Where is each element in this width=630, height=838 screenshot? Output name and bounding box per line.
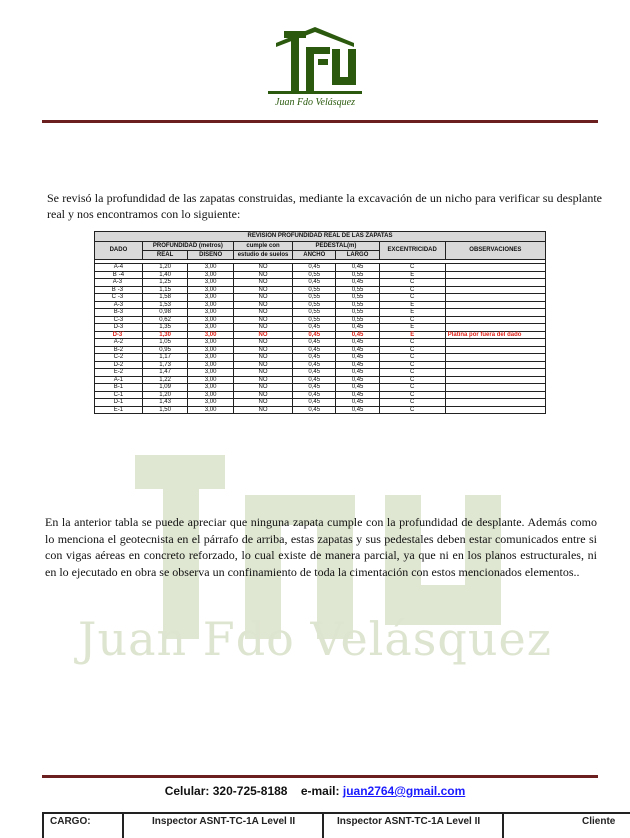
cell-ancho: 0,45 <box>293 399 336 407</box>
cell-cumple: NO <box>233 361 292 369</box>
table-row <box>95 309 546 317</box>
cell-largo: 0,45 <box>336 399 379 407</box>
cell-real: 1,53 <box>142 301 188 309</box>
cell-real: 1,05 <box>142 339 188 347</box>
cell-diseno: 3,00 <box>188 316 234 324</box>
header-profundidad: PROFUNDIDAD (metros) <box>142 242 233 251</box>
cell-dado: B-1 <box>95 384 143 392</box>
logo-caption: Juan Fdo Velásquez <box>275 97 355 108</box>
cell-real: 1,40 <box>142 271 188 279</box>
table-header-row <box>95 242 546 251</box>
table-row <box>95 271 546 279</box>
cell-real: 1,17 <box>142 354 188 362</box>
cell-largo: 0,55 <box>336 301 379 309</box>
table-row <box>95 361 546 369</box>
cell-real: 1,73 <box>142 361 188 369</box>
cell-ancho: 0,55 <box>293 271 336 279</box>
next-col-2: Inspector ASNT-TC-1A Level II <box>337 816 481 827</box>
cell-real: 1,35 <box>142 324 188 332</box>
header-diseno: DISEÑO <box>188 251 234 260</box>
cell-real: 1,50 <box>142 406 188 414</box>
cell-exc: C <box>379 361 445 369</box>
table-row <box>95 376 546 384</box>
header-excentricidad: EXCENTRICIDAD <box>379 242 445 260</box>
cell-ancho: 0,45 <box>293 391 336 399</box>
cell-dado: D-3 <box>95 324 143 332</box>
header-dado: DADO <box>95 242 143 260</box>
phone-number: 320-725-8188 <box>212 784 288 798</box>
cell-dado: D-1 <box>95 399 143 407</box>
cell-exc: E <box>379 271 445 279</box>
cell-largo: 0,45 <box>336 369 379 377</box>
cell-obs: Platina por fuera del dado <box>445 331 545 339</box>
cell-dado: D-3´ <box>95 331 143 339</box>
cell-ancho: 0,45 <box>293 331 336 339</box>
table-row <box>95 324 546 332</box>
phone-label: Celular: <box>164 784 210 798</box>
cell-largo: 0,55 <box>336 286 379 294</box>
cell-largo: 0,45 <box>336 376 379 384</box>
cell-dado: C´-3´ <box>95 294 143 302</box>
contact-line <box>0 784 630 798</box>
header-divider <box>42 120 598 123</box>
table-title-row <box>95 232 546 242</box>
cell-real: 1,20 <box>142 391 188 399</box>
cell-cumple: NO <box>233 376 292 384</box>
cell-cumple: NO <box>233 331 292 339</box>
cell-real: 0,95 <box>142 346 188 354</box>
cell-largo: 0,45 <box>336 406 379 414</box>
table-row <box>95 264 546 272</box>
cell-ancho: 0,45 <box>293 346 336 354</box>
cell-obs <box>445 264 545 272</box>
cell-largo: 0,45 <box>336 391 379 399</box>
cell-obs <box>445 309 545 317</box>
cell-dado: E-1 <box>95 406 143 414</box>
cell-ancho: 0,45 <box>293 376 336 384</box>
cell-exc: C <box>379 384 445 392</box>
cell-diseno: 3,00 <box>188 331 234 339</box>
cell-diseno: 3,00 <box>188 271 234 279</box>
cell-real: 1,22 <box>142 376 188 384</box>
watermark-text: Juan Fdo Velásquez <box>78 612 552 666</box>
cell-obs <box>445 286 545 294</box>
cell-largo: 0,55 <box>336 271 379 279</box>
cell-diseno: 3,00 <box>188 369 234 377</box>
cell-dado: A-3´ <box>95 279 143 287</box>
cell-largo: 0,45 <box>336 339 379 347</box>
table-row <box>95 286 546 294</box>
next-col-3: Cliente <box>582 816 616 827</box>
cell-obs <box>445 391 545 399</box>
cell-diseno: 3,00 <box>188 294 234 302</box>
cell-exc: E <box>379 309 445 317</box>
cell-largo: 0,45 <box>336 354 379 362</box>
cell-cumple: NO <box>233 301 292 309</box>
cell-real: 1,15 <box>142 286 188 294</box>
cell-diseno: 3,00 <box>188 391 234 399</box>
cell-ancho: 0,45 <box>293 279 336 287</box>
cell-dado: A-2 <box>95 339 143 347</box>
cell-obs <box>445 339 545 347</box>
cell-ancho: 0,45 <box>293 339 336 347</box>
cell-real: 1,47 <box>142 369 188 377</box>
cell-largo: 0,45 <box>336 279 379 287</box>
cell-largo: 0,55 <box>336 309 379 317</box>
cell-real: 1,09 <box>142 384 188 392</box>
cell-cumple: NO <box>233 271 292 279</box>
header-ancho: ANCHO <box>293 251 336 260</box>
cell-ancho: 0,55 <box>293 294 336 302</box>
cell-cumple: NO <box>233 316 292 324</box>
cell-largo: 0,55 <box>336 294 379 302</box>
company-logo <box>262 25 368 95</box>
cell-diseno: 3,00 <box>188 361 234 369</box>
cell-exc: E <box>379 331 445 339</box>
header-pedestal: PEDESTAL(m) <box>293 242 380 251</box>
cell-cumple: NO <box>233 309 292 317</box>
cell-cumple: NO <box>233 346 292 354</box>
cell-ancho: 0,45 <box>293 406 336 414</box>
cell-dado: A-4 <box>95 264 143 272</box>
cell-diseno: 3,00 <box>188 354 234 362</box>
cell-diseno: 3,00 <box>188 286 234 294</box>
cell-exc: C <box>379 346 445 354</box>
cell-exc: C <box>379 369 445 377</box>
cell-cumple: NO <box>233 339 292 347</box>
table-row <box>95 316 546 324</box>
cell-exc: C <box>379 279 445 287</box>
table-title: REVISION PROFUNDIDAD REAL DE LAS ZAPATAS <box>95 232 546 242</box>
cell-exc: C <box>379 406 445 414</box>
cell-dado: B´-3´ <box>95 286 143 294</box>
cell-obs <box>445 384 545 392</box>
cell-real: 0,62 <box>142 316 188 324</box>
table-row <box>95 339 546 347</box>
cell-obs <box>445 369 545 377</box>
cell-largo: 0,45 <box>336 264 379 272</box>
header-observaciones: OBSERVACIONES <box>445 242 545 260</box>
header-cumple-1: cumple con <box>233 242 292 251</box>
cargo-label: CARGO: <box>50 816 91 827</box>
cell-ancho: 0,55 <box>293 301 336 309</box>
cell-exc: C <box>379 294 445 302</box>
cell-obs <box>445 279 545 287</box>
cell-diseno: 3,00 <box>188 406 234 414</box>
table-row <box>95 294 546 302</box>
cell-cumple: NO <box>233 324 292 332</box>
cell-largo: 0,45 <box>336 331 379 339</box>
cell-obs <box>445 316 545 324</box>
cell-ancho: 0,45 <box>293 354 336 362</box>
cell-real: 1,25 <box>142 279 188 287</box>
cell-dado: C-1 <box>95 391 143 399</box>
next-col-1: Inspector ASNT-TC-1A Level II <box>152 816 296 827</box>
cell-dado: D-2 <box>95 361 143 369</box>
cell-real: 1,30 <box>142 331 188 339</box>
cell-dado: B´-4 <box>95 271 143 279</box>
header-largo: LARGO <box>336 251 379 260</box>
email-link[interactable]: juan2764@gmail.com <box>342 784 466 798</box>
cell-obs <box>445 376 545 384</box>
cell-dado: E-2 <box>95 369 143 377</box>
cell-largo: 0,55 <box>336 316 379 324</box>
table-row <box>95 369 546 377</box>
cell-ancho: 0,55 <box>293 309 336 317</box>
cell-exc: C <box>379 399 445 407</box>
cell-diseno: 3,00 <box>188 324 234 332</box>
cell-cumple: NO <box>233 286 292 294</box>
table-row <box>95 354 546 362</box>
cell-real: 1,20 <box>142 264 188 272</box>
table-row <box>95 406 546 414</box>
table-row <box>95 391 546 399</box>
cell-obs <box>445 361 545 369</box>
cell-cumple: NO <box>233 384 292 392</box>
cell-dado: A-1 <box>95 376 143 384</box>
cell-obs <box>445 301 545 309</box>
table-row <box>95 346 546 354</box>
cell-diseno: 3,00 <box>188 399 234 407</box>
cell-ancho: 0,55 <box>293 316 336 324</box>
cell-diseno: 3,00 <box>188 309 234 317</box>
cell-real: 0,98 <box>142 309 188 317</box>
cell-dado: C-3 <box>95 316 143 324</box>
cell-largo: 0,45 <box>336 384 379 392</box>
cell-exc: C <box>379 354 445 362</box>
cell-largo: 0,45 <box>336 346 379 354</box>
cell-cumple: NO <box>233 294 292 302</box>
cell-diseno: 3,00 <box>188 346 234 354</box>
cell-obs <box>445 354 545 362</box>
cell-dado: B-3 <box>95 309 143 317</box>
table-row <box>95 331 546 339</box>
cell-obs <box>445 294 545 302</box>
cell-exc: E <box>379 324 445 332</box>
cell-obs <box>445 271 545 279</box>
cell-diseno: 3,00 <box>188 339 234 347</box>
cell-real: 1,58 <box>142 294 188 302</box>
footer-divider <box>42 775 598 778</box>
cell-dado: B-2 <box>95 346 143 354</box>
cell-cumple: NO <box>233 406 292 414</box>
cell-exc: C <box>379 391 445 399</box>
cell-diseno: 3,00 <box>188 264 234 272</box>
cell-ancho: 0,55 <box>293 286 336 294</box>
cell-exc: C <box>379 264 445 272</box>
cell-cumple: NO <box>233 369 292 377</box>
cell-cumple: NO <box>233 391 292 399</box>
table-row <box>95 279 546 287</box>
cell-ancho: 0,45 <box>293 384 336 392</box>
table-row <box>95 301 546 309</box>
cell-largo: 0,45 <box>336 361 379 369</box>
cell-cumple: NO <box>233 399 292 407</box>
cell-exc: E <box>379 301 445 309</box>
cell-cumple: NO <box>233 279 292 287</box>
cell-obs <box>445 324 545 332</box>
cell-diseno: 3,00 <box>188 279 234 287</box>
table-row <box>95 399 546 407</box>
next-page-fragment <box>42 812 630 838</box>
header-real: REAL <box>142 251 188 260</box>
footing-depth-table <box>94 231 546 414</box>
cell-exc: C <box>379 286 445 294</box>
email-label: e-mail: <box>300 784 340 798</box>
cell-exc: C <box>379 316 445 324</box>
cell-dado: C-2 <box>95 354 143 362</box>
header-cumple-2: estudio de suelos <box>233 251 292 260</box>
cell-exc: C <box>379 376 445 384</box>
cell-obs <box>445 399 545 407</box>
cell-exc: C <box>379 339 445 347</box>
cell-ancho: 0,45 <box>293 264 336 272</box>
cell-cumple: NO <box>233 354 292 362</box>
intro-paragraph: Se revisó la profundidad de las zapatas construidas, mediante la excavación de un nicho para verificar su desplante real y nos encontramos con lo siguiente: <box>47 191 602 221</box>
cell-obs <box>445 346 545 354</box>
cell-diseno: 3,00 <box>188 384 234 392</box>
cell-cumple: NO <box>233 264 292 272</box>
cell-diseno: 3,00 <box>188 376 234 384</box>
cell-largo: 0,45 <box>336 324 379 332</box>
cell-obs <box>445 406 545 414</box>
cell-ancho: 0,45 <box>293 369 336 377</box>
cell-real: 1,43 <box>142 399 188 407</box>
cell-ancho: 0,45 <box>293 324 336 332</box>
analysis-paragraph: En la anterior tabla se puede apreciar que ninguna zapata cumple con la profundidad de desplante. Además como lo menciona el geotecnista en el párrafo de arriba, estas zapatas y sus pedestales deben estar comunicados entre si con vigas aéreas en concreto reforzado, lo cual existe de manera parcial, ya que ni en los planos estructurales, ni en lo ejecutado en obra se observa un confinamiento de toda la cimentación con estos mencionados elementos.. <box>45 515 597 579</box>
cell-ancho: 0,45 <box>293 361 336 369</box>
cell-diseno: 3,00 <box>188 301 234 309</box>
table-row <box>95 384 546 392</box>
cell-dado: A-3 <box>95 301 143 309</box>
